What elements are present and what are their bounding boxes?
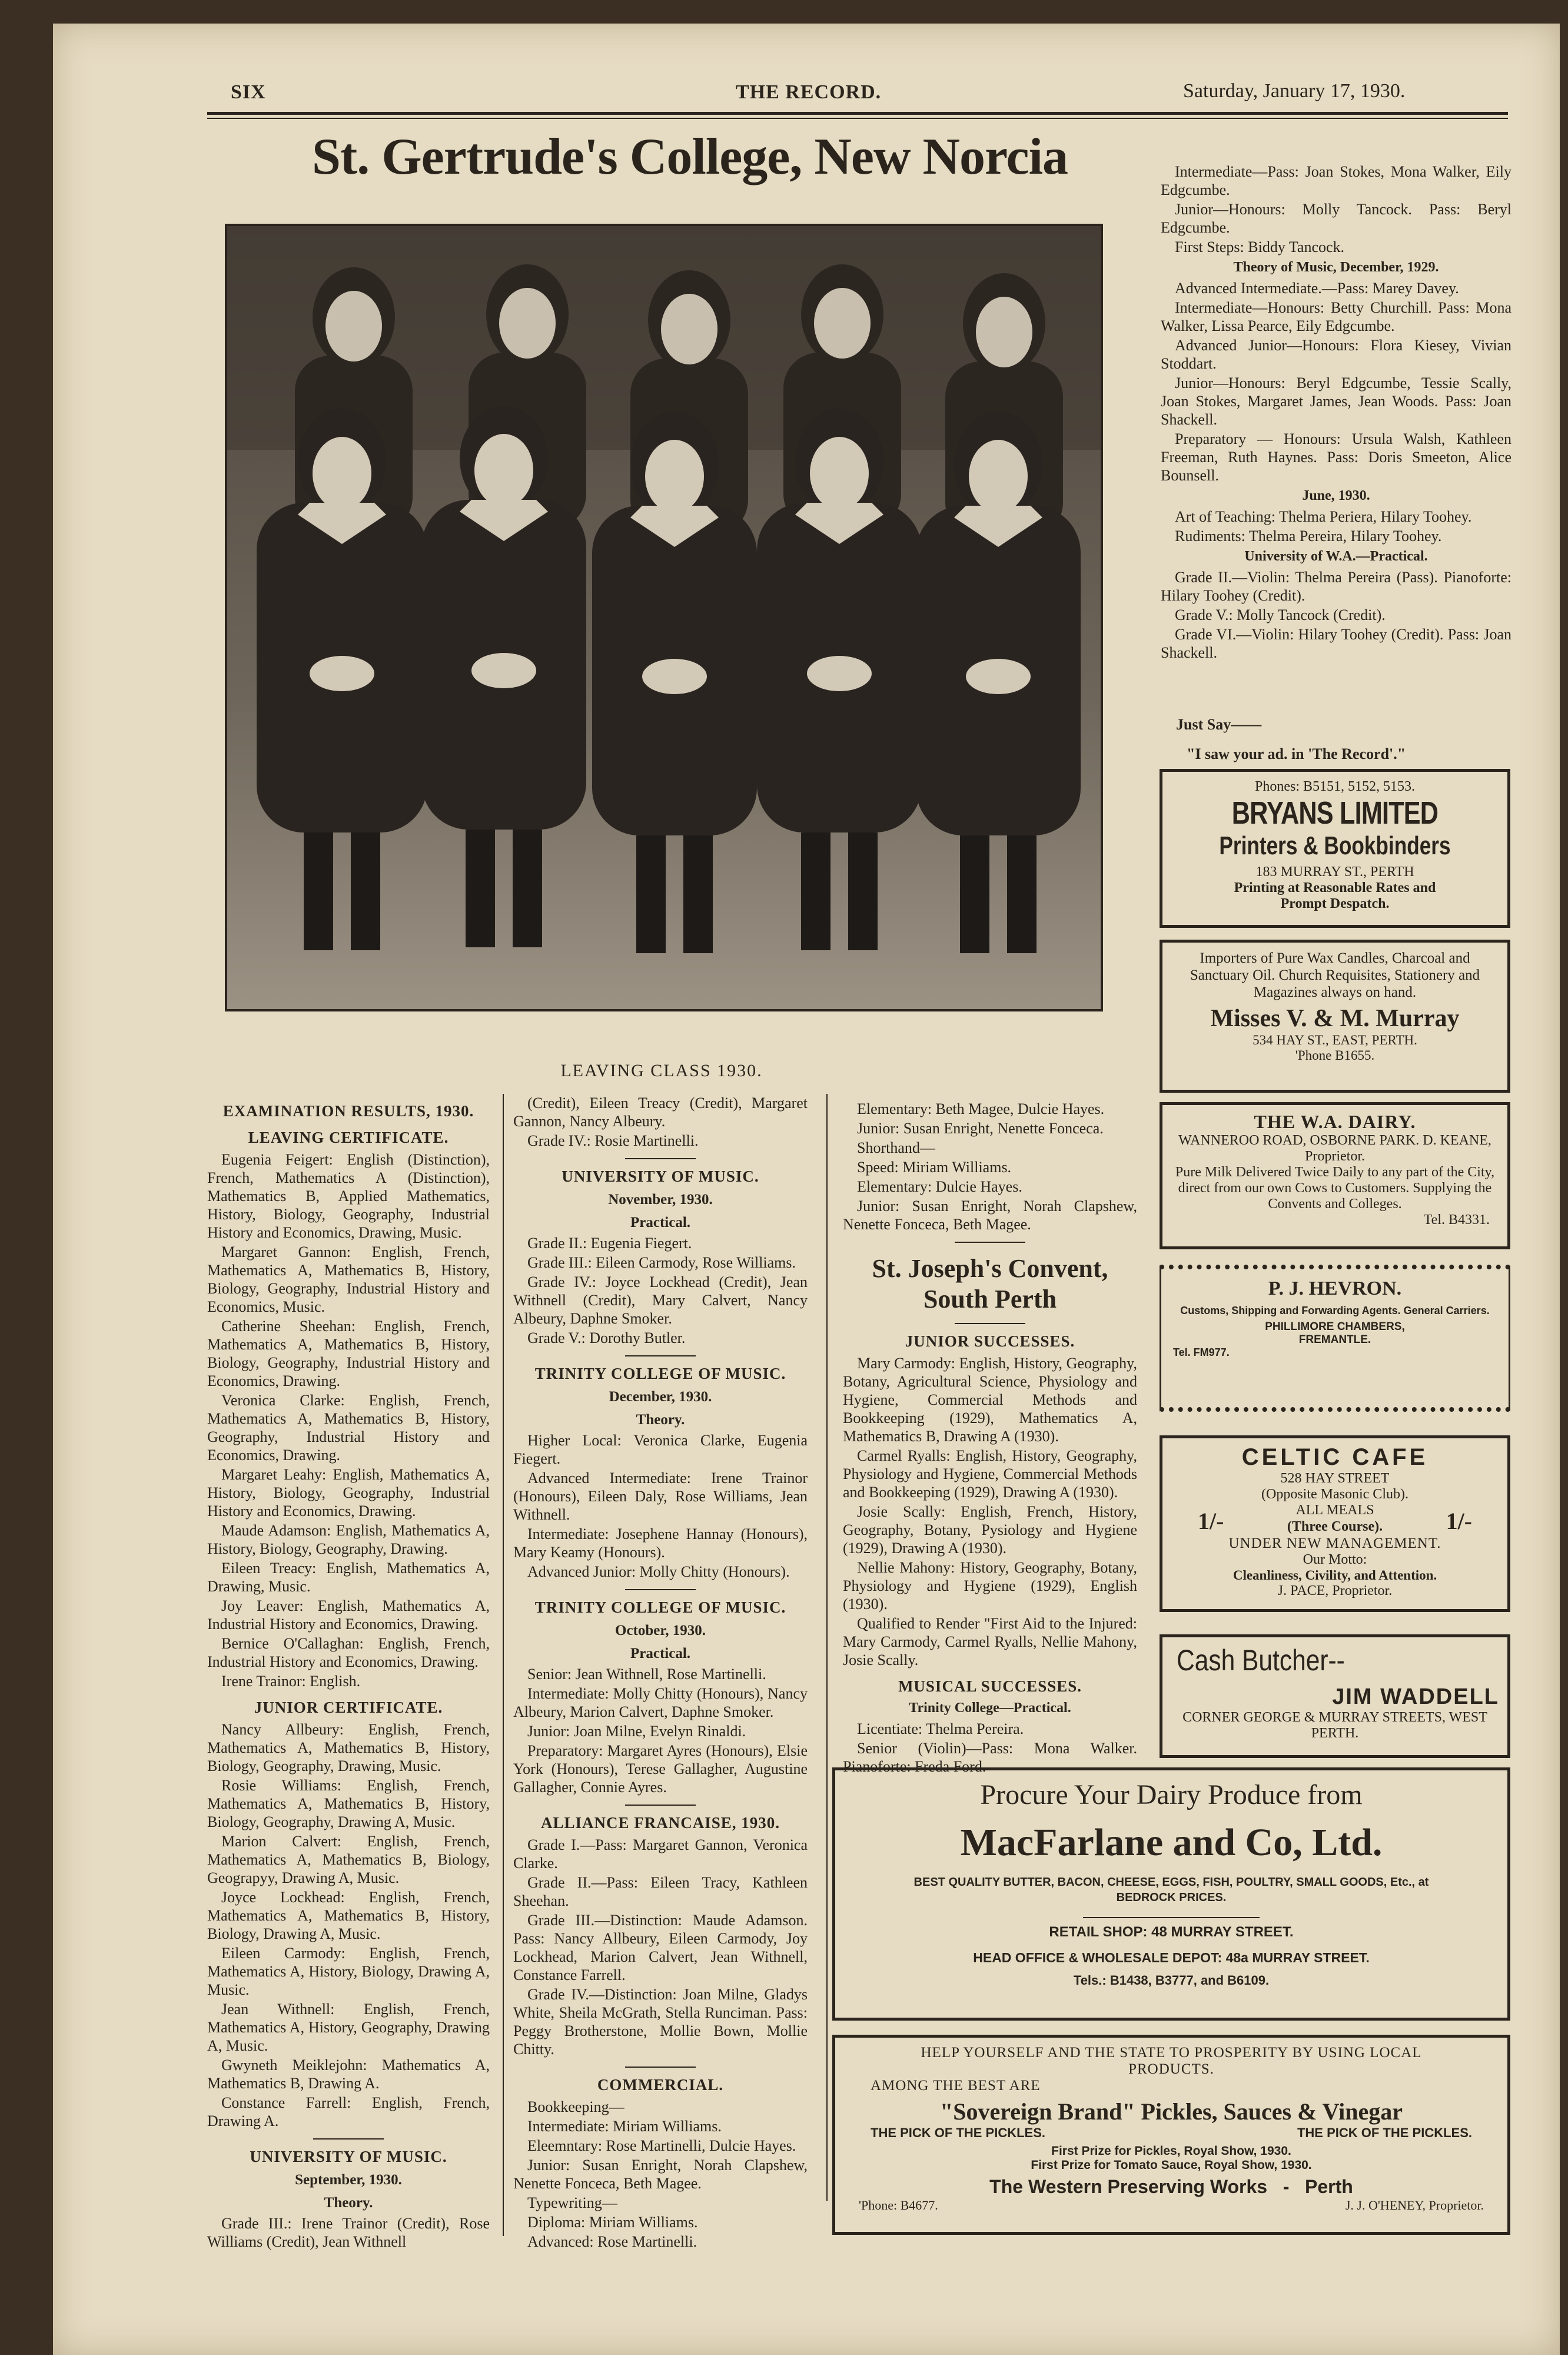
result-paragraph: Joyce Lockhead: English, French, Mathematics A, Mathematics B, History, Biology, Drawing A, Music. bbox=[207, 1889, 490, 1942]
result-paragraph: Eleemntary: Rose Martinelli, Dulcie Hayes. bbox=[527, 2137, 796, 2154]
section-rule bbox=[313, 2138, 384, 2140]
ad-dairy-line1: WANNEROO ROAD, OSBORNE PARK. D. KEANE, Proprietor. bbox=[1178, 1133, 1491, 1164]
result-paragraph: Eugenia Feigert: English (Distinction), French, Mathematics A (Distinction), Mathematics B, Applied Mathematics, History, Biology, Geography, Industrial History and Economics, Drawing, Music. bbox=[207, 1151, 490, 1241]
result-paragraph: Joy Leaver: English, Mathematics A, Industrial History and Economics, Drawing. bbox=[207, 1597, 490, 1633]
result-paragraph: Advanced: Rose Martinelli. bbox=[527, 2233, 697, 2250]
result-paragraph: Grade II.—Pass: Eileen Tracy, Kathleen Sheehan. bbox=[513, 1874, 808, 1909]
ad-dairy-name: THE W.A. DAIRY. bbox=[1254, 1111, 1416, 1132]
result-paragraph: Eileen Carmody: English, French, Mathematics A, History, Biology, Drawing A, Music. bbox=[207, 1945, 490, 1998]
ad-macfarlane-retail: RETAIL SHOP: 48 MURRAY STREET. bbox=[1049, 1924, 1294, 1940]
result-paragraph: Grade II.: Eugenia Fiegert. bbox=[527, 1235, 692, 1252]
ad-misses-murray bbox=[1160, 940, 1510, 1093]
ad-sovereign-slogan: HELP YOURSELF AND THE STATE TO PROSPERITY BY USING LOCAL PRODUCTS. bbox=[921, 2045, 1422, 2077]
result-paragraph: Grade III.: Eileen Carmody, Rose Williams. bbox=[527, 1254, 796, 1271]
result-paragraph: Elementary: Beth Magee, Dulcie Hayes. bbox=[857, 1100, 1105, 1117]
ad-hevron-name: P. J. HEVRON. bbox=[1268, 1278, 1402, 1299]
result-paragraph: Grade V.: Molly Tancock (Credit). bbox=[1175, 606, 1386, 623]
ad-macfarlane bbox=[832, 1767, 1510, 2021]
result-paragraph: Advanced Intermediate: Irene Trainor (Honours), Eileen Daly, Rose Williams, Jean Withnell. bbox=[513, 1470, 808, 1523]
result-paragraph: Maude Adamson: English, Mathematics A, History, Biology, Geography, Drawing. bbox=[207, 1522, 490, 1557]
results-column-4 bbox=[1161, 162, 1511, 663]
ad-hevron-line2: PHILLIMORE CHAMBERS, bbox=[1265, 1321, 1405, 1333]
header-rule bbox=[207, 112, 1508, 115]
section-heading: November, 1930. bbox=[608, 1192, 713, 1208]
ad-bryans-line2: Prompt Despatch. bbox=[1280, 896, 1390, 911]
section-heading: LEAVING CERTIFICATE. bbox=[248, 1129, 449, 1146]
result-paragraph: Mary Carmody: English, History, Geography, Botany, Agricultural Science, Physiology and Hygiene, Commercial Methods and Bookkeeping (1929), Mathematics A, Mathematics B, Drawing A (1930). bbox=[843, 1355, 1137, 1445]
header-rule-thin bbox=[207, 118, 1508, 119]
result-paragraph: Junior—Honours: Beryl Edgcumbe, Tessie Scally, Joan Stokes, Margaret James, Jean Woods. Pass: Joan Shackell. bbox=[1161, 374, 1511, 428]
ad-celtic-address: 528 HAY STREET bbox=[1280, 1471, 1390, 1486]
section-heading: MUSICAL SUCCESSES. bbox=[898, 1677, 1082, 1695]
ad-sovereign-prize2: First Prize for Tomato Sauce, Royal Show, 1930. bbox=[1031, 2158, 1312, 2172]
result-paragraph: Qualified to Render "First Aid to the Injured: Mary Carmody, Carmel Ryalls, Nellie Mahony, Josie Scally. bbox=[843, 1615, 1137, 1669]
section-rule bbox=[625, 1355, 696, 1356]
newspaper-page bbox=[53, 24, 1560, 2355]
section-heading: TRINITY COLLEGE OF MUSIC. bbox=[534, 1365, 786, 1382]
result-paragraph: Grade I.—Pass: Margaret Gannon, Veronica Clarke. bbox=[513, 1836, 808, 1872]
section-heading: Theory. bbox=[636, 1412, 685, 1428]
result-paragraph: Preparatory: Margaret Ayres (Honours), Elsie York (Honours), Terese Gallagher, Augustine Gallagher, Connie Ayres. bbox=[513, 1742, 808, 1796]
result-paragraph: Veronica Clarke: English, French, Mathematics A, Mathematics B, History, Geography, Industrial History and Economics, Drawing. bbox=[207, 1392, 490, 1464]
result-paragraph: Intermediate: Molly Chitty (Honours), Nancy Albeury, Marion Calvert, Daphne Smoker. bbox=[513, 1685, 808, 1720]
result-paragraph: Grade IV.: Joyce Lockhead (Credit), Jean Withnell (Credit), Mary Calvert, Nancy Albeury, Daphne Smoker. bbox=[513, 1273, 808, 1327]
section-heading: UNIVERSITY OF MUSIC. bbox=[250, 2148, 447, 2165]
result-paragraph: Diploma: Miriam Williams. bbox=[527, 2214, 698, 2231]
result-paragraph: First Steps: Biddy Tancock. bbox=[1175, 238, 1345, 256]
section-heading: December, 1930. bbox=[609, 1389, 712, 1405]
paper-name: THE RECORD. bbox=[736, 81, 882, 103]
result-paragraph: Licentiate: Thelma Pereira. bbox=[857, 1720, 1024, 1737]
result-paragraph: Intermediate—Pass: Joan Stokes, Mona Walker, Eily Edgcumbe. bbox=[1161, 163, 1511, 198]
ad-sovereign-brand bbox=[832, 2035, 1510, 2235]
section-heading: September, 1930. bbox=[295, 2172, 402, 2188]
ad-bryans-limited bbox=[1160, 769, 1510, 928]
section-heading: JUNIOR CERTIFICATE. bbox=[254, 1699, 443, 1716]
result-paragraph: Senior (Violin)—Pass: Mona Walker. Pianoforte: Freda Ford. bbox=[843, 1740, 1137, 1775]
ad-celtic-course: (Three Course). bbox=[1287, 1519, 1383, 1534]
section-rule bbox=[625, 1805, 696, 1806]
result-paragraph: Intermediate: Josephene Hannay (Honours), Mary Keamy (Honours). bbox=[513, 1525, 808, 1561]
ad-bryans-line1: Printing at Reasonable Rates and bbox=[1234, 880, 1436, 895]
section-heading: University of W.A.—Practical. bbox=[1244, 549, 1428, 564]
section-heading: COMMERCIAL. bbox=[597, 2076, 724, 2094]
result-paragraph: Grade IV.: Rosie Martinelli. bbox=[527, 1132, 699, 1149]
ad-celtic-motto: Cleanliness, Civility, and Attention. bbox=[1233, 1568, 1437, 1583]
ad-macfarlane-tels: Tels.: B1438, B3777, and B6109. bbox=[1073, 1973, 1270, 1988]
result-paragraph: Nellie Mahony: History, Geography, Botany, Physiology and Hygiene (1929), English (1930). bbox=[843, 1559, 1137, 1613]
photo-caption: LEAVING CLASS 1930. bbox=[560, 1061, 763, 1080]
result-paragraph: Carmel Ryalls: English, History, Geography, Physiology and Hygiene, Commercial Methods and Bookkeeping (1929), Drawing A (1930). bbox=[843, 1447, 1137, 1501]
result-paragraph: Grade IV.—Distinction: Joan Milne, Gladys White, Sheila McGrath, Stella Runciman. Pass: Peggy Brotherstone, Mollie Bown, Mollie Chitty. bbox=[513, 1986, 808, 2058]
issue-date: Saturday, January 17, 1930. bbox=[1183, 80, 1406, 102]
section-rule bbox=[625, 1158, 696, 1159]
section-heading: ALLIANCE FRANCAISE, 1930. bbox=[540, 1814, 780, 1832]
section-rule bbox=[625, 2067, 696, 2068]
ad-murray-phone: 'Phone B1655. bbox=[1295, 1048, 1375, 1063]
result-paragraph: Jean Withnell: English, French, Mathematics A, History, Geography, Drawing A, Music. bbox=[207, 2001, 490, 2054]
ad-murray-text: Importers of Pure Wax Candles, Charcoal and Sanctuary Oil. Church Requisites, Stationery and Magazines always on hand. bbox=[1190, 950, 1480, 1000]
result-paragraph: Typewriting— bbox=[527, 2194, 617, 2211]
result-paragraph: Junior: Susan Enright, Norah Clapshew, Nenette Fonceca, Beth Magee. bbox=[513, 2157, 808, 2192]
result-paragraph: Intermediate: Miriam Williams. bbox=[527, 2118, 722, 2135]
result-paragraph: Junior: Joan Milne, Evelyn Rinaldi. bbox=[527, 1723, 746, 1740]
ad-sovereign-prize1: First Prize for Pickles, Royal Show, 1930. bbox=[1051, 2144, 1291, 2158]
ad-sovereign-among: AMONG THE BEST ARE bbox=[871, 2078, 1041, 2094]
section-heading: UNIVERSITY OF MUSIC. bbox=[562, 1167, 759, 1185]
result-paragraph: Junior—Honours: Molly Tancock. Pass: Beryl Edgcumbe. bbox=[1161, 201, 1511, 236]
result-paragraph: Grade VI.—Violin: Hilary Toohey (Credit). Pass: Joan Shackell. bbox=[1161, 626, 1511, 661]
result-paragraph: Advanced Junior: Molly Chitty (Honours). bbox=[527, 1563, 790, 1580]
ad-sovereign-works: The Western Preserving Works - Perth bbox=[989, 2176, 1353, 2197]
column-divider bbox=[503, 1094, 504, 2236]
section-heading: EXAMINATION RESULTS, 1930. bbox=[222, 1102, 474, 1120]
ad-sovereign-proprietor: J. J. O'HENEY, Proprietor. bbox=[1345, 2198, 1484, 2213]
ad-macfarlane-headline: Procure Your Dairy Produce from bbox=[980, 1779, 1363, 1810]
result-paragraph: Bookkeeping— bbox=[527, 2098, 624, 2115]
result-paragraph: Margaret Leahy: English, Mathematics A, History, Biology, Geography, Industrial History and Economics, Drawing. bbox=[207, 1466, 490, 1520]
feature-title: St. Gertrude's College, New Norcia bbox=[311, 128, 1068, 185]
section-heading: St. Joseph's Convent, South Perth bbox=[872, 1254, 1108, 1314]
ad-macfarlane-office: HEAD OFFICE & WHOLESALE DEPOT: 48a MURRAY STREET. bbox=[973, 1950, 1370, 1965]
ad-bryans-address: 183 MURRAY ST., PERTH bbox=[1255, 864, 1414, 880]
section-heading: Trinity College—Practical. bbox=[909, 1700, 1071, 1716]
section-heading: Theory. bbox=[324, 2195, 373, 2211]
results-column-1 bbox=[207, 1094, 490, 2252]
ad-macfarlane-products: BEST QUALITY BUTTER, BACON, CHEESE, EGGS, FISH, POULTRY, SMALL GOODS, Etc., at BEDROCK PRICES. bbox=[913, 1876, 1429, 1904]
ad-murray-name: Misses V. & M. Murray bbox=[1210, 1005, 1460, 1032]
ad-celtic-cafe bbox=[1160, 1435, 1510, 1612]
ad-wa-dairy bbox=[1160, 1102, 1510, 1249]
ad-celtic-management: UNDER NEW MANAGEMENT. bbox=[1228, 1535, 1441, 1551]
class-photo-image bbox=[227, 226, 1101, 1009]
result-paragraph: Intermediate—Honours: Betty Churchill. Pass: Mona Walker, Lissa Pearce, Eily Edgcumbe. bbox=[1161, 299, 1511, 334]
result-paragraph: Advanced Intermediate.—Pass: Marey Davey. bbox=[1175, 280, 1459, 297]
result-paragraph: Margaret Gannon: English, French, Mathematics A, Mathematics B, History, Biology, Geography, Industrial History and Economics, Music. bbox=[207, 1243, 490, 1315]
ad-butcher-address: CORNER GEORGE & MURRAY STREETS, WEST PERTH. bbox=[1182, 1710, 1487, 1741]
result-paragraph: Shorthand— bbox=[857, 1139, 935, 1156]
result-paragraph: Grade II.—Violin: Thelma Pereira (Pass). Pianoforte: Hilary Toohey (Credit). bbox=[1161, 569, 1511, 604]
result-paragraph: Nancy Allbeury: English, French, Mathematics A, Mathematics B, History, Biology, Geography, Drawing, Music. bbox=[207, 1721, 490, 1774]
result-paragraph: Eileen Treacy: English, Mathematics A, Drawing, Music. bbox=[207, 1560, 490, 1595]
ad-sovereign-pick-left: THE PICK OF THE PICKLES. bbox=[871, 2125, 1046, 2140]
result-paragraph: Speed: Miriam Williams. bbox=[857, 1159, 1012, 1176]
ad-macfarlane-rule bbox=[1083, 1917, 1260, 1918]
result-paragraph: Catherine Sheehan: English, French, Mathematics A, Mathematics B, History, Biology, Geography, Industrial History and Economics, Drawing. bbox=[207, 1318, 490, 1389]
ad-murray-address: 534 HAY ST., EAST, PERTH. bbox=[1253, 1033, 1417, 1047]
result-paragraph: Grade III.—Distinction: Maude Adamson. Pass: Nancy Allbeury, Eileen Carmody, Joy Lockhead, Marion Calvert, Jean Withnell, Constance Farrell. bbox=[513, 1912, 808, 1983]
ad-bryans-name: BRYANS LIMITED bbox=[1231, 795, 1439, 831]
result-paragraph: Junior: Susan Enright, Norah Clapshew, Nenette Fonceca, Beth Magee. bbox=[843, 1198, 1137, 1233]
result-paragraph: Irene Trainor: English. bbox=[221, 1673, 361, 1690]
result-paragraph: Senior: Jean Withnell, Rose Martinelli. bbox=[527, 1666, 766, 1683]
ad-dairy-line2: Pure Milk Delivered Twice Daily to any part of the City, direct from our own Cows to Customers. Supplying the Convents and Colleges. bbox=[1175, 1165, 1495, 1212]
result-paragraph: Josie Scally: English, French, History, Geography, Botany, Pysiology and Hygiene (1929), Drawing A (1930). bbox=[843, 1503, 1137, 1557]
result-paragraph: Marion Calvert: English, French, Mathematics A, Mathematics B, Biology, Geograpyy, Drawing A, Music. bbox=[207, 1833, 490, 1886]
section-heading: Practical. bbox=[630, 1646, 691, 1661]
result-paragraph: Elementary: Dulcie Hayes. bbox=[857, 1178, 1022, 1195]
just-say-quote: "I saw your ad. in 'The Record'." bbox=[1187, 745, 1406, 762]
result-paragraph: Grade V.: Dorothy Butler. bbox=[527, 1329, 686, 1346]
ad-hevron bbox=[1160, 1265, 1510, 1412]
section-heading: October, 1930. bbox=[615, 1623, 706, 1638]
result-paragraph: Preparatory — Honours: Ursula Walsh, Kathleen Freeman, Ruth Haynes. Pass: Doris Smeeton, Alice Bounsell. bbox=[1161, 430, 1511, 484]
result-paragraph: Art of Teaching: Thelma Periera, Hilary Toohey. bbox=[1175, 508, 1472, 525]
ad-dairy-tel: Tel. B4331. bbox=[1423, 1212, 1490, 1228]
result-paragraph: Constance Farrell: English, French, Drawing A. bbox=[207, 2094, 490, 2130]
result-paragraph: Grade III.: Irene Trainor (Credit), Rose Williams (Credit), Jean Withnell bbox=[207, 2215, 490, 2250]
result-paragraph: Bernice O'Callaghan: English, French, Industrial History and Economics, Drawing. bbox=[207, 1635, 490, 1670]
result-paragraph: Rosie Williams: English, French, Mathematics A, Mathematics B, History, Biology, Geography, Drawing A, Music. bbox=[207, 1777, 490, 1830]
result-paragraph: Higher Local: Veronica Clarke, Eugenia Fiegert. bbox=[513, 1432, 808, 1467]
section-rule bbox=[625, 1589, 696, 1590]
just-say-label: Just Say—— bbox=[1176, 716, 1262, 733]
result-paragraph: Rudiments: Thelma Pereira, Hilary Toohey. bbox=[1175, 528, 1442, 545]
section-heading: Practical. bbox=[630, 1215, 691, 1230]
ad-hevron-line1: Customs, Shipping and Forwarding Agents. General Carriers. bbox=[1180, 1305, 1490, 1316]
result-paragraph: Advanced Junior—Honours: Flora Kiesey, Vivian Stoddart. bbox=[1161, 337, 1511, 372]
results-column-3 bbox=[843, 1100, 1137, 1777]
ad-bryans-phones: Phones: B5151, 5152, 5153. bbox=[1254, 779, 1415, 794]
ad-celtic-motto-label: Our Motto: bbox=[1303, 1552, 1367, 1567]
page-number: SIX bbox=[231, 81, 266, 103]
section-heading: Theory of Music, December, 1929. bbox=[1233, 260, 1439, 275]
section-heading: JUNIOR SUCCESSES. bbox=[905, 1332, 1075, 1350]
column-divider bbox=[826, 1094, 828, 2201]
ad-sovereign-pick-right: THE PICK OF THE PICKLES. bbox=[1297, 2125, 1472, 2140]
ad-celtic-sub: (Opposite Masonic Club). bbox=[1261, 1487, 1408, 1502]
ad-celtic-meals: ALL MEALS bbox=[1295, 1502, 1374, 1518]
result-paragraph: Gwyneth Meiklejohn: Mathematics A, Mathematics B, Drawing A. bbox=[207, 2057, 490, 2092]
ad-hevron-line3: FREMANTLE. bbox=[1298, 1334, 1371, 1346]
class-photo bbox=[225, 224, 1103, 1011]
ad-macfarlane-name: MacFarlane and Co, Ltd. bbox=[960, 1821, 1383, 1864]
ad-celtic-name: CELTIC CAFE bbox=[1241, 1444, 1429, 1470]
results-column-2 bbox=[513, 1094, 808, 2252]
section-rule bbox=[955, 1242, 1025, 1243]
ad-celtic-price-right: 1/- bbox=[1446, 1508, 1472, 1534]
ad-hevron-tel: Tel. FM977. bbox=[1173, 1346, 1230, 1358]
section-heading: TRINITY COLLEGE OF MUSIC. bbox=[534, 1598, 786, 1616]
result-paragraph: Junior: Susan Enright, Nenette Fonceca. bbox=[857, 1120, 1104, 1137]
ad-bryans-trade: Printers & Bookbinders bbox=[1219, 831, 1451, 860]
ad-celtic-price-left: 1/- bbox=[1198, 1508, 1224, 1534]
ad-celtic-proprietor: J. PACE, Proprietor. bbox=[1277, 1583, 1393, 1598]
ad-cash-butcher bbox=[1160, 1634, 1510, 1758]
section-rule bbox=[955, 1323, 1025, 1324]
ad-butcher-title: Cash Butcher-- bbox=[1177, 1644, 1345, 1677]
ad-sovereign-phone: 'Phone: B4677. bbox=[859, 2198, 938, 2213]
ad-butcher-name: JIM WADDELL bbox=[1332, 1684, 1499, 1709]
section-heading: June, 1930. bbox=[1302, 488, 1370, 503]
ad-sovereign-name: "Sovereign Brand" Pickles, Sauces & Vinegar bbox=[940, 2098, 1403, 2125]
result-paragraph: (Credit), Eileen Treacy (Credit), Margaret Gannon, Nancy Albeury. bbox=[513, 1094, 808, 1130]
